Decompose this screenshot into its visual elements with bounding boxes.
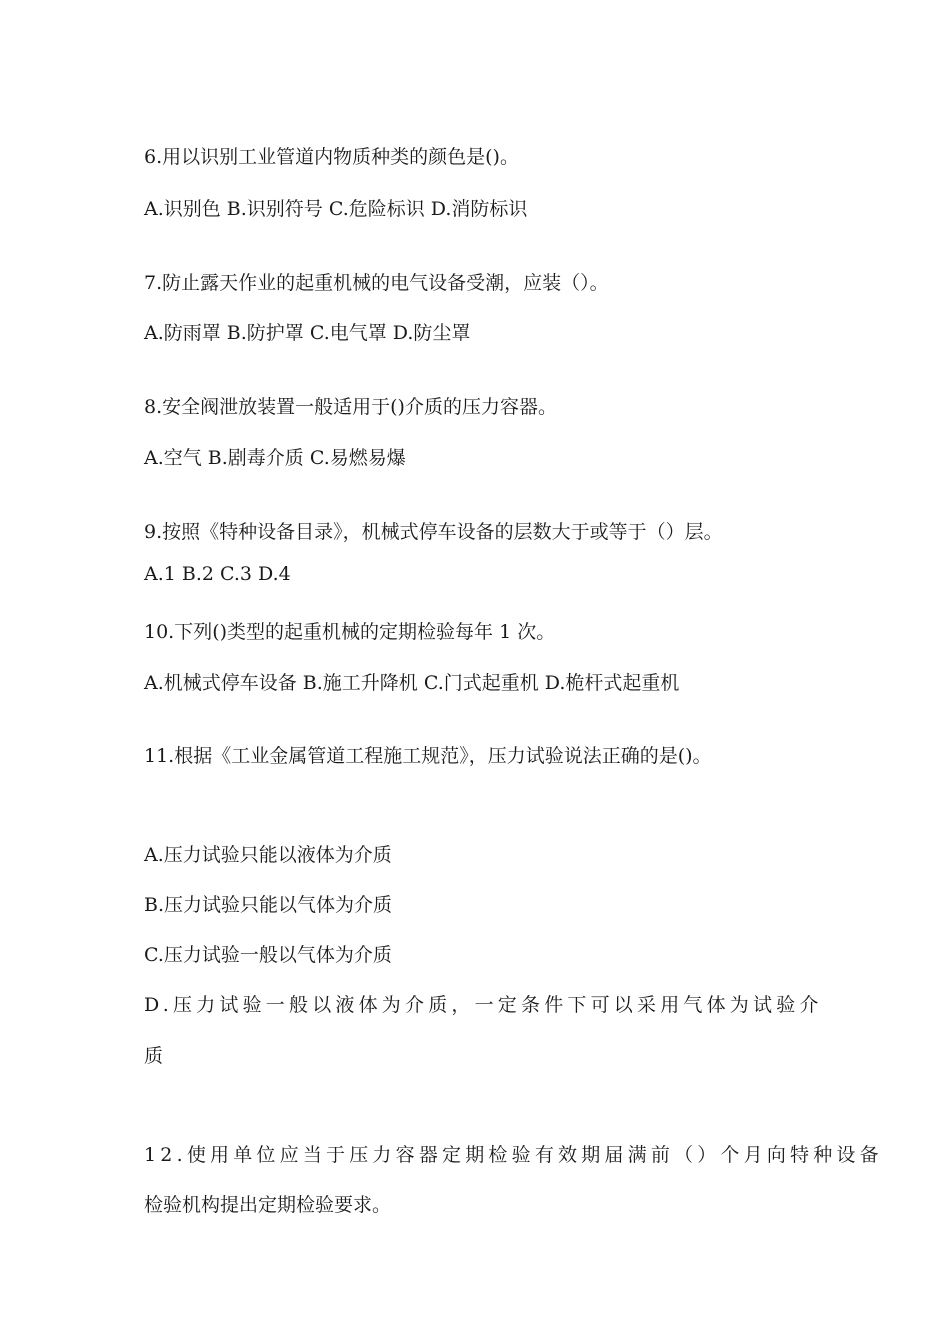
question-8-text: 8.安全阀泄放装置一般适用于()介质的压力容器。 <box>144 396 557 418</box>
question-10-text: 10.下列()类型的起重机械的定期检验每年 1 次。 <box>144 621 556 643</box>
question-12-text: 12.使用单位应当于压力容器定期检验有效期届满前（）个月向特种设备 <box>144 1144 883 1166</box>
question-8-options: A.空气 B.剧毒介质 C.易燃易爆 <box>144 447 406 469</box>
question-7-text: 7.防止露天作业的起重机械的电气设备受潮，应装（）。 <box>144 272 609 294</box>
question-11-option-d: D.压力试验一般以液体为介质，一定条件下可以采用气体为试验介 <box>144 994 823 1016</box>
question-11-option-d-continued: 质 <box>144 1045 164 1067</box>
question-11-option-c: C.压力试验一般以气体为介质 <box>144 944 392 966</box>
question-11-option-b: B.压力试验只能以气体为介质 <box>144 894 393 916</box>
question-10-options: A.机械式停车设备 B.施工升降机 C.门式起重机 D.桅杆式起重机 <box>144 672 680 694</box>
question-11-option-a: A.压力试验只能以液体为介质 <box>144 844 392 866</box>
question-6-options: A.识别色 B.识别符号 C.危险标识 D.消防标识 <box>144 198 528 220</box>
question-12-text-continued: 检验机构提出定期检验要求。 <box>144 1194 392 1216</box>
question-9-options: A.1 B.2 C.3 D.4 <box>144 563 291 585</box>
question-6-text: 6.用以识别工业管道内物质种类的颜色是()。 <box>144 146 519 168</box>
question-9-text: 9.按照《特种设备目录》，机械式停车设备的层数大于或等于（）层。 <box>144 521 723 543</box>
question-7-options: A.防雨罩 B.防护罩 C.电气罩 D.防尘罩 <box>144 322 471 344</box>
question-11-text: 11.根据《工业金属管道工程施工规范》，压力试验说法正确的是()。 <box>144 745 712 767</box>
